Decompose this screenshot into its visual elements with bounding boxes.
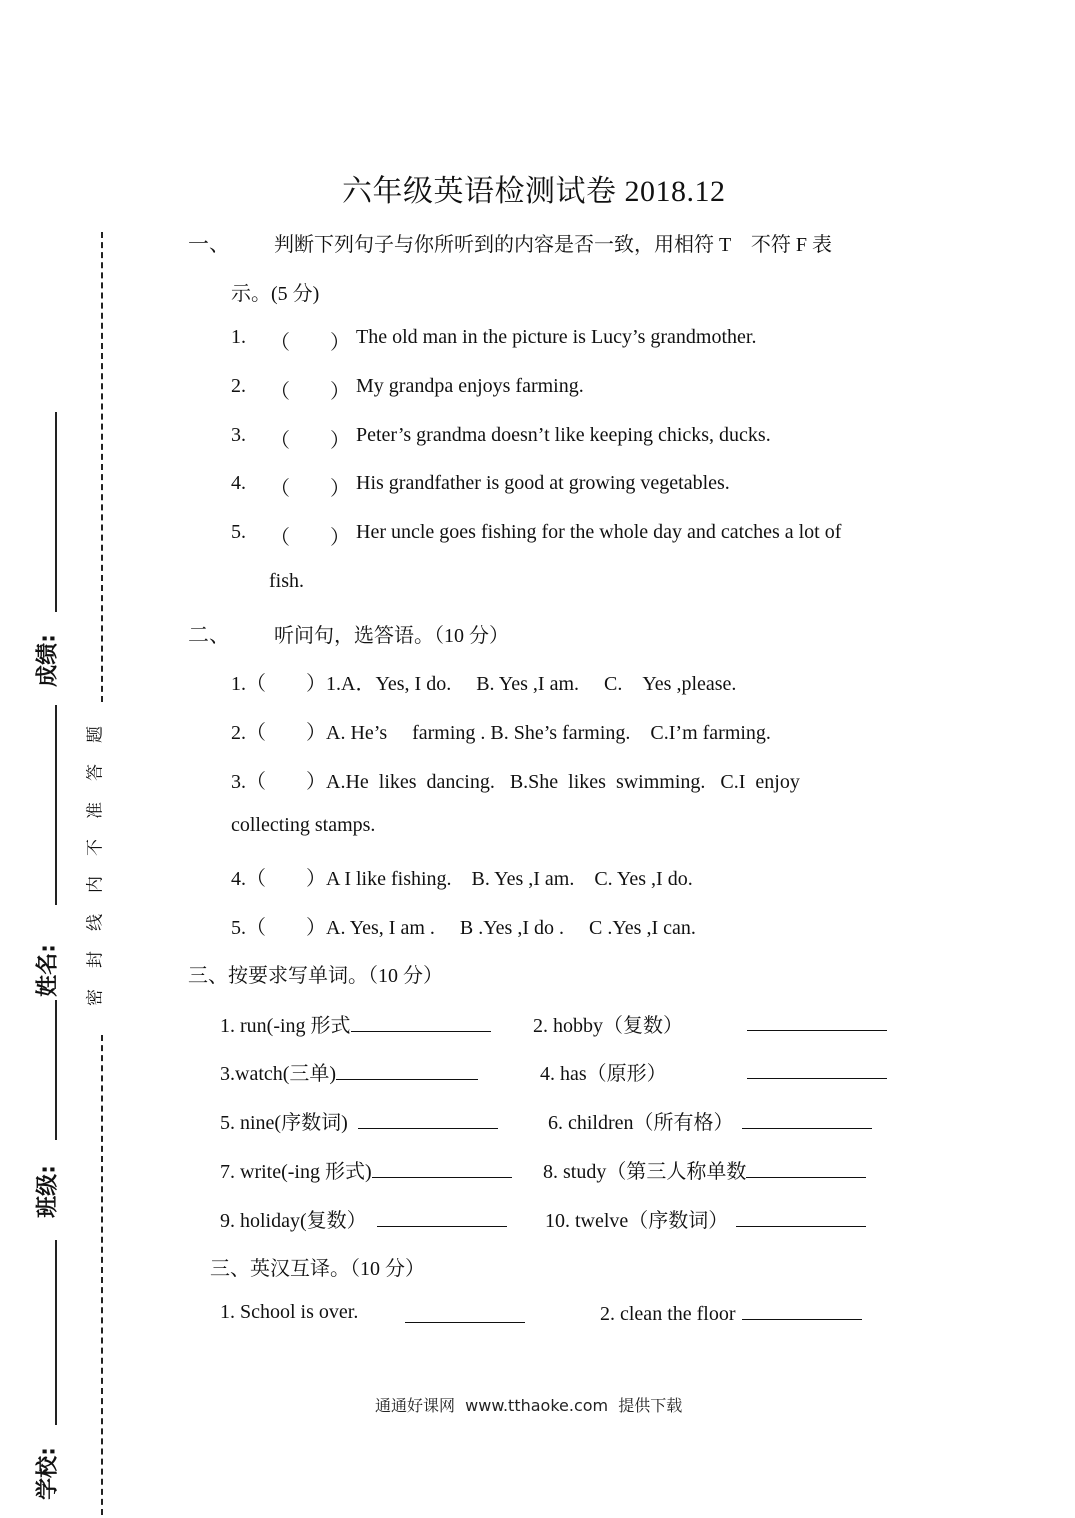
question-text-cont: collecting stamps. <box>231 814 376 836</box>
word-question: 9. holiday(复数） <box>220 1204 507 1233</box>
answer-line[interactable] <box>351 1013 491 1032</box>
question-item: 2.（ ）A. He’s farming . B. She’s farming. C.I’m farming. <box>231 722 771 744</box>
question-text: Peter’s grandma doesn’t like keeping chicks, ducks. <box>356 424 771 446</box>
word-question: 10. twelve（序数词） <box>545 1204 866 1233</box>
section-instruction: 听问句，选答语。（10 分） <box>274 625 509 647</box>
answer-line[interactable] <box>747 1060 887 1079</box>
question-number: 1. <box>231 326 246 348</box>
answer-line[interactable] <box>372 1159 512 1178</box>
question-number: 3. <box>231 424 246 446</box>
score-label: 成绩: <box>35 634 61 687</box>
question-item: 5.（ ）A. Yes, I am . B .Yes ,I do . C .Yes ,I can. <box>231 917 696 939</box>
seal-dashed-line <box>101 1035 103 1515</box>
word-question: 3.watch(三单) <box>220 1057 478 1086</box>
question-text: My grandpa enjoys farming. <box>356 375 584 397</box>
seal-char: 不 <box>85 839 105 856</box>
answer-line[interactable] <box>747 1012 887 1031</box>
seal-char: 密 <box>85 989 105 1006</box>
section-instruction: 判断下列句子与你所听到的内容是否一致，用相符 T 不符 F 表 <box>274 234 832 256</box>
question-item: 3.（ ）A.He likes dancing. B.She likes swimming. C.I enjoy <box>231 771 800 793</box>
question-text: The old man in the picture is Lucy’s grandmother. <box>356 326 757 348</box>
school-label: 学校: <box>35 1447 61 1500</box>
word-question: 6. children（所有格） <box>548 1106 872 1135</box>
question-text: His grandfather is good at growing vegetables. <box>356 472 730 494</box>
seal-dashed-line <box>101 232 103 702</box>
answer-line[interactable] <box>742 1301 862 1320</box>
answer-line[interactable] <box>746 1159 866 1178</box>
question-number: 5. <box>231 521 246 543</box>
section-heading: 三、英汉互译。（10 分） <box>210 1258 425 1280</box>
answer-line[interactable] <box>358 1110 498 1129</box>
footer-credit: 通通好课网 www.tthaoke.com 提供下载 <box>375 1396 683 1415</box>
answer-line[interactable] <box>336 1061 478 1080</box>
class-label: 班级: <box>35 1165 61 1218</box>
word-question: 2. hobby（复数） <box>533 1015 683 1037</box>
translate-question: 2. clean the floor <box>600 1301 862 1326</box>
score-line <box>55 412 57 612</box>
word-question: 1. run(-ing 形式 <box>220 1009 491 1038</box>
seal-char: 题 <box>85 726 105 743</box>
answer-line[interactable] <box>736 1208 866 1227</box>
word-question: 8. study（第三人称单数 <box>543 1155 866 1184</box>
answer-blank[interactable]: （ ） <box>270 430 350 452</box>
answer-blank[interactable]: （ ） <box>270 478 350 500</box>
answer-blank[interactable]: （ ） <box>270 381 350 403</box>
section-number: 一、 <box>188 232 230 256</box>
question-item: 1.（ ）1.A．Yes, I do. B. Yes ,I am. C. Yes ,please. <box>231 673 737 695</box>
word-question: 4. has（原形） <box>540 1063 667 1085</box>
section-heading: 三、按要求写单词。（10 分） <box>188 965 443 987</box>
page-title: 六年级英语检测试卷 2018.12 <box>342 175 726 208</box>
question-text-cont: fish. <box>269 570 304 592</box>
seal-char: 准 <box>85 802 105 819</box>
word-question: 5. nine(序数词) <box>220 1106 498 1135</box>
seal-char: 封 <box>85 951 105 968</box>
word-question: 7. write(-ing 形式) <box>220 1155 512 1184</box>
answer-blank[interactable]: （ ） <box>270 332 350 354</box>
school-line <box>55 1240 57 1425</box>
translate-question: 1. School is over. <box>220 1301 359 1323</box>
question-text: Her uncle goes fishing for the whole day and catches a lot of <box>356 521 842 543</box>
answer-line[interactable] <box>377 1208 507 1227</box>
question-number: 4. <box>231 472 246 494</box>
answer-blank[interactable]: （ ） <box>270 527 350 549</box>
question-item: 4.（ ）A I like fishing. B. Yes ,I am. C. Yes ,I do. <box>231 868 693 890</box>
question-number: 2. <box>231 375 246 397</box>
seal-char: 内 <box>85 876 105 893</box>
answer-line[interactable] <box>742 1110 872 1129</box>
seal-char: 答 <box>85 764 105 781</box>
seal-char: 线 <box>85 914 105 931</box>
name-label: 姓名: <box>35 944 61 997</box>
name-line <box>55 705 57 905</box>
section-number: 二、 <box>188 623 230 647</box>
class-line <box>55 1000 57 1140</box>
answer-line[interactable] <box>405 1304 525 1323</box>
section-instruction-cont: 示。(5 分) <box>231 283 320 305</box>
